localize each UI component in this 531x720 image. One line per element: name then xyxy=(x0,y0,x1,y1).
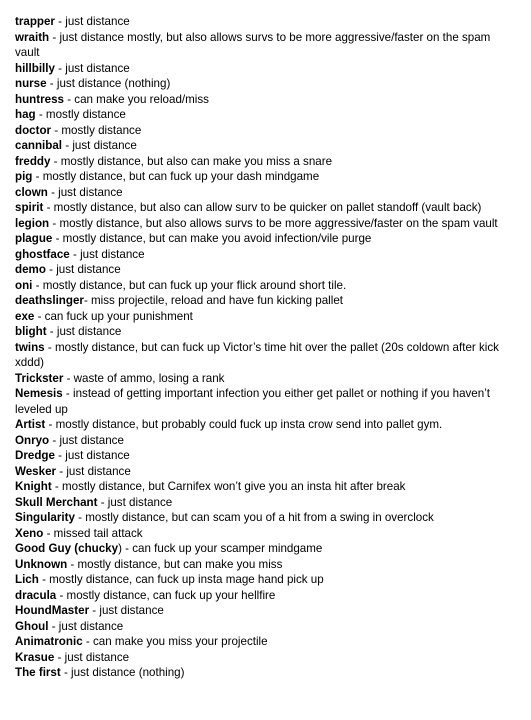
killer-name: doctor xyxy=(15,123,52,137)
list-item xyxy=(15,448,503,464)
killer-description: - mostly distance, but Carnifex won’t give you an insta hit after break xyxy=(51,480,406,493)
list-item xyxy=(15,30,503,61)
killer-description: - mostly distance, but also allows survs to be more aggressive/faster on the spam vault xyxy=(49,216,498,230)
list-item xyxy=(15,541,503,557)
killer-name: twins xyxy=(15,340,45,354)
killer-name: oni xyxy=(15,278,33,292)
list-item xyxy=(15,433,503,449)
killer-name: HoundMaster xyxy=(15,604,90,617)
killer-description: ) - can fuck up your scamper mindgame xyxy=(118,542,323,555)
killer-description: - missed tail attack xyxy=(43,526,143,540)
killer-name: freddy xyxy=(15,154,51,168)
killer-name: Dredge xyxy=(15,449,55,462)
killer-name: Artist xyxy=(15,418,46,431)
killer-description: - can fuck up your punishment xyxy=(34,309,193,323)
killer-description: - waste of ammo, losing a rank xyxy=(63,371,225,385)
killer-description: - just distance xyxy=(56,464,131,478)
killer-name: Onryo xyxy=(15,433,50,447)
killer-name: Lich xyxy=(15,573,39,586)
killer-name: Good Guy (chucky xyxy=(15,542,119,555)
list-item xyxy=(15,557,503,573)
list-item xyxy=(15,76,503,92)
killer-name: clown xyxy=(15,185,48,199)
list-item xyxy=(15,247,503,263)
killer-name: pig xyxy=(15,170,33,183)
killer-notes-document xyxy=(15,14,503,681)
killer-description: - mostly distance, but also can allow surv to be quicker on pallet standoff (vault back) xyxy=(43,201,482,214)
list-item xyxy=(15,169,503,185)
killer-name: ghostface xyxy=(15,247,70,261)
killer-description: - just distance xyxy=(97,495,173,509)
killer-description: - just distance (nothing) xyxy=(60,666,185,679)
list-item xyxy=(15,665,503,681)
killer-description: - just distance xyxy=(54,650,130,664)
list-item xyxy=(15,340,503,371)
killer-name: cannibal xyxy=(15,139,63,152)
list-item xyxy=(15,603,503,619)
killer-description: - just distance xyxy=(46,325,122,338)
killer-description: - just distance xyxy=(49,433,124,447)
killer-name: Krasue xyxy=(15,650,55,664)
killer-description: - mostly distance, but probably could fuck up insta crow send into pallet gym. xyxy=(45,418,443,431)
killer-name: exe xyxy=(15,309,35,323)
list-item xyxy=(15,479,503,495)
killer-name: Ghoul xyxy=(15,619,49,633)
killer-name: wraith xyxy=(15,30,50,44)
list-item xyxy=(15,231,503,247)
killer-name: demo xyxy=(15,263,46,276)
killer-description: - mostly distance xyxy=(35,108,126,121)
list-item xyxy=(15,278,503,294)
killer-name: nurse xyxy=(15,77,47,90)
killer-description: - just distance xyxy=(47,185,123,199)
list-item xyxy=(15,107,503,123)
killer-name: Xeno xyxy=(15,526,44,540)
killer-name: spirit xyxy=(15,201,44,214)
killer-description: - just distance mostly, but also allows survs to be more aggressive/faster on the spam vault xyxy=(15,30,491,59)
killer-description: - mostly distance, can fuck up your hellfire xyxy=(56,588,276,602)
killer-description: - can make you reload/miss xyxy=(63,92,209,106)
list-item xyxy=(15,14,503,30)
list-item xyxy=(15,650,503,666)
list-item xyxy=(15,495,503,511)
list-item xyxy=(15,386,503,417)
list-item xyxy=(15,154,503,170)
list-item xyxy=(15,262,503,278)
list-item xyxy=(15,464,503,480)
killer-name: deathslinger xyxy=(15,294,84,307)
killer-name: Singularity xyxy=(15,511,75,524)
killer-name: Nemesis xyxy=(15,387,63,400)
list-item xyxy=(15,216,503,232)
killer-name: trapper xyxy=(15,15,55,28)
killer-name: legion xyxy=(15,216,50,230)
killer-name: The first xyxy=(15,666,61,679)
killer-description: - miss projectile, reload and have fun kicking pallet xyxy=(83,294,343,307)
list-item xyxy=(15,634,503,650)
killer-name: hillbilly xyxy=(15,61,55,75)
killer-description: - just distance xyxy=(89,604,164,617)
killer-description: - mostly distance, but can make you miss xyxy=(67,557,283,571)
killer-name: Wesker xyxy=(15,464,57,478)
list-item xyxy=(15,138,503,154)
killer-description: - just distance xyxy=(48,619,124,633)
killer-name: Skull Merchant xyxy=(15,495,98,509)
list-item xyxy=(15,510,503,526)
list-item xyxy=(15,588,503,604)
killer-name: Knight xyxy=(15,480,52,493)
list-item xyxy=(15,92,503,108)
killer-description: - instead of getting important infection you either get pallet or nothing if you haven’t leveled up xyxy=(15,387,491,416)
killer-description: - just distance xyxy=(54,15,130,28)
killer-description: - mostly distance, but can fuck up your flick around short tile. xyxy=(32,278,347,292)
list-item xyxy=(15,309,503,325)
killer-description: - just distance xyxy=(69,247,145,261)
list-item xyxy=(15,324,503,340)
killer-description: - just distance xyxy=(62,139,137,152)
killer-name: hag xyxy=(15,108,36,121)
killer-description: - mostly distance xyxy=(51,123,142,137)
list-item xyxy=(15,200,503,216)
killer-description: - just distance xyxy=(54,449,130,462)
list-item xyxy=(15,371,503,387)
list-item xyxy=(15,526,503,542)
killer-name: Trickster xyxy=(15,371,64,385)
killer-name: Unknown xyxy=(15,557,68,571)
list-item xyxy=(15,619,503,635)
list-item xyxy=(15,417,503,433)
killer-description: - mostly distance, but also can make you miss a snare xyxy=(50,154,333,168)
killer-description: - mostly distance, can fuck up insta mage hand pick up xyxy=(38,573,324,586)
killer-name: blight xyxy=(15,325,47,338)
killer-name: Animatronic xyxy=(15,635,83,648)
killer-description: - just distance (nothing) xyxy=(46,77,171,90)
list-item xyxy=(15,572,503,588)
killer-description: - mostly distance, but can scam you of a hit from a swing in overclock xyxy=(74,511,434,524)
killer-description: - mostly distance, but can make you avoid infection/vile purge xyxy=(52,232,372,245)
killer-description: - just distance xyxy=(45,263,121,276)
killer-description: - can make you miss your projectile xyxy=(82,635,268,648)
list-item xyxy=(15,185,503,201)
killer-name: dracula xyxy=(15,588,57,602)
killer-name: plague xyxy=(15,232,53,245)
list-item xyxy=(15,293,503,309)
list-item xyxy=(15,123,503,139)
list-item xyxy=(15,61,503,77)
killer-description: - mostly distance, but can fuck up your dash mindgame xyxy=(32,170,320,183)
killer-description: - mostly distance, but can fuck up Victor’s time hit over the pallet (20s coldown after kick xddd) xyxy=(15,340,499,369)
killer-description: - just distance xyxy=(54,61,130,75)
killer-name: huntress xyxy=(15,92,64,106)
